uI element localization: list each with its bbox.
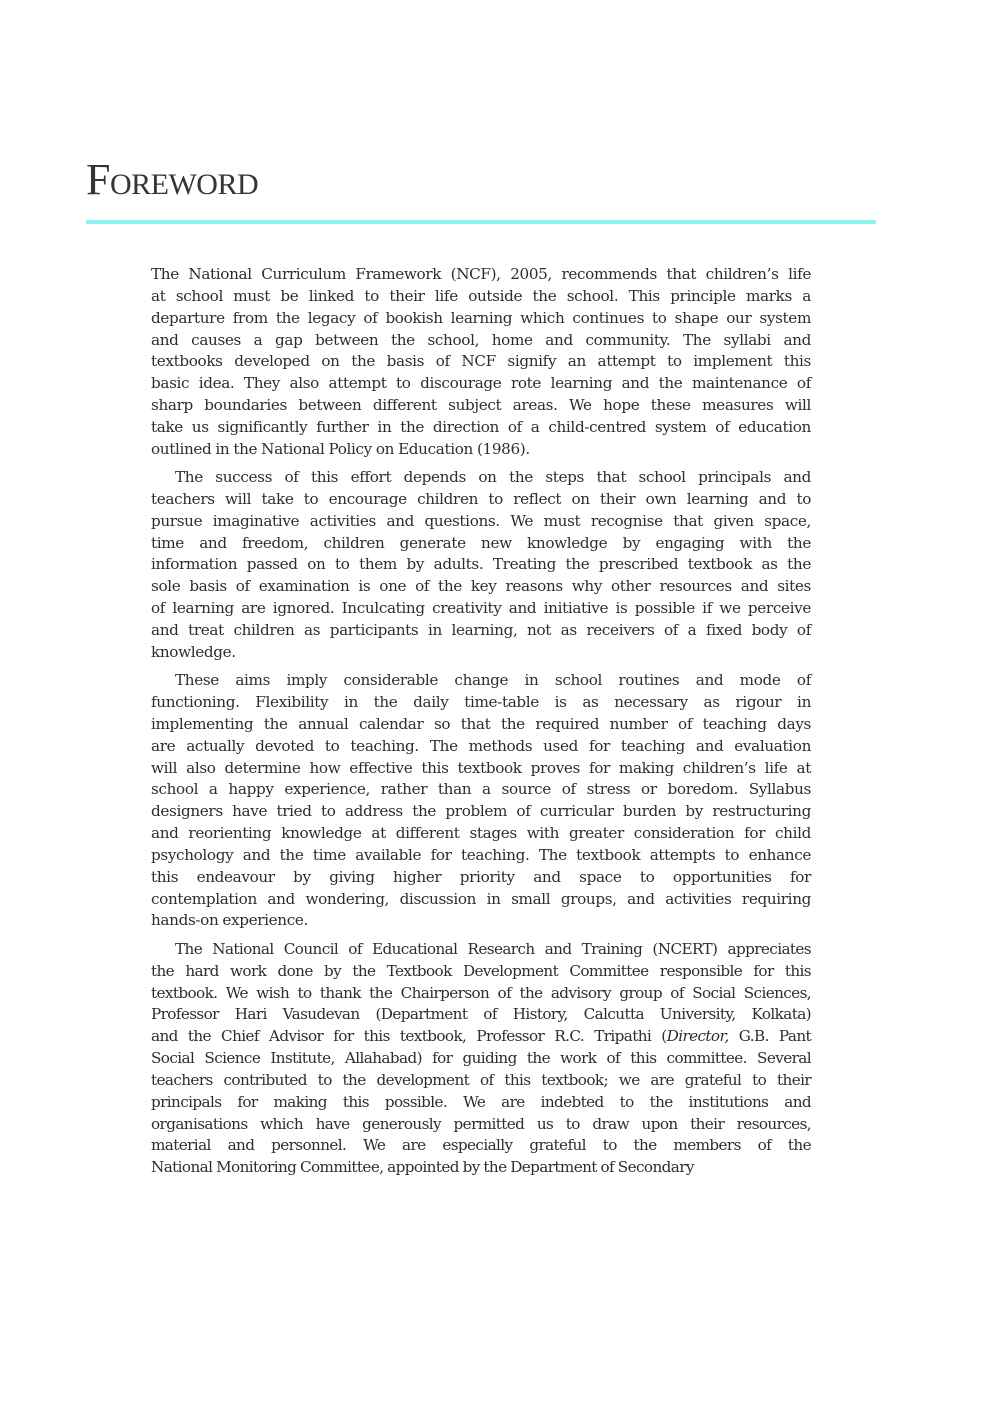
text-line (151, 1026, 811, 1048)
text-line: and reorienting knowledge at different stages with greater consideration for child (151, 824, 811, 843)
text-line: organisations which have generously permitted us to draw upon their resources, (151, 1114, 811, 1133)
paragraph (151, 264, 811, 461)
text-run: G.B. Pant (728, 1027, 811, 1046)
text-line: principals for making this possible. We are indebted to the institutions and (151, 1092, 811, 1111)
title-underline (86, 220, 876, 224)
text-line: implementing the annual calendar so that the required number of teaching days (151, 714, 811, 733)
text-line: psychology and the time available for teaching. The textbook attempts to enhance (151, 845, 811, 864)
text-run: and the Chief Advisor for this textbook, Professor R.C. Tripathi ( (151, 1027, 667, 1046)
text-line: the hard work done by the Textbook Development Committee responsible for this (151, 961, 811, 980)
text-line: teachers contributed to the development of this textbook; we are grateful to their (151, 1070, 811, 1089)
text-line: Professor Hari Vasudevan (Department of History, Calcutta University, Kolkata) (151, 1005, 811, 1024)
text-line: take us significantly further in the direction of a child-centred system of education (151, 417, 811, 436)
text-line: The National Curriculum Framework (NCF), 2005, recommends that children’s life (151, 265, 811, 283)
page-title (86, 155, 259, 204)
text-line: National Monitoring Committee, appointed by the Department of Secondary (151, 1158, 694, 1177)
text-line: and causes a gap between the school, home and community. The syllabi and (151, 330, 811, 349)
text-line: information passed on to them by adults. Treating the prescribed textbook as the (151, 555, 811, 574)
text-line: textbooks developed on the basis of NCF signify an attempt to implement this (151, 352, 811, 371)
text-line: this endeavour by giving higher priority and space to opportunities for (151, 867, 811, 886)
text-line: The success of this effort depends on the steps that school principals and (175, 468, 811, 487)
text-line: time and freedom, children generate new knowledge by engaging with the (151, 533, 811, 552)
paragraph (151, 670, 811, 932)
text-line: outlined in the National Policy on Education (1986). (151, 439, 530, 458)
text-line: school a happy experience, rather than a source of stress or boredom. Syllabus (151, 780, 811, 799)
paragraph (151, 467, 811, 664)
text-line: and treat children as participants in learning, not as receivers of a fixed body of (151, 621, 811, 639)
title-rest: OREWORD (109, 168, 259, 201)
text-line: Social Science Institute, Allahabad) for guiding the work of this committee. Several (151, 1049, 811, 1068)
text-line: The National Council of Educational Research and Training (NCERT) appreciates (175, 939, 811, 958)
title-initial: F (86, 155, 110, 204)
paragraph (151, 939, 811, 1179)
text-line: at school must be linked to their life outside the school. This principle marks a (151, 286, 811, 305)
text-line: are actually devoted to teaching. The methods used for teaching and evaluation (151, 736, 811, 755)
foreword-body (151, 264, 811, 1186)
text-line: departure from the legacy of bookish learning which continues to shape our system (151, 308, 811, 327)
text-line: These aims imply considerable change in school routines and mode of (175, 671, 811, 690)
text-line: knowledge. (151, 642, 236, 661)
text-line: designers have tried to address the problem of curricular burden by restructuring (151, 802, 811, 821)
text-line: will also determine how effective this textbook proves for making children’s life at (151, 758, 811, 777)
text-line: contemplation and wondering, discussion in small groups, and activities requiring (151, 889, 811, 908)
text-line: basic idea. They also attempt to discourage rote learning and the maintenance of (151, 374, 811, 393)
text-line: of learning are ignored. Inculcating creativity and initiative is possible if we perceive (151, 599, 811, 618)
text-line: textbook. We wish to thank the Chairperson of the advisory group of Social Sciences, (151, 983, 811, 1002)
italic-title: Director, (666, 1027, 729, 1046)
text-line: sharp boundaries between different subject areas. We hope these measures will (151, 396, 811, 415)
text-line: material and personnel. We are especially grateful to the members of the (151, 1136, 811, 1155)
text-line: teachers will take to encourage children to reflect on their own learning and to (151, 489, 811, 508)
text-line: functioning. Flexibility in the daily time-table is as necessary as rigour in (151, 693, 811, 712)
text-line: pursue imaginative activities and questions. We must recognise that given space, (151, 511, 811, 530)
text-line: hands-on experience. (151, 911, 308, 930)
text-line: sole basis of examination is one of the key reasons why other resources and sites (151, 577, 811, 596)
